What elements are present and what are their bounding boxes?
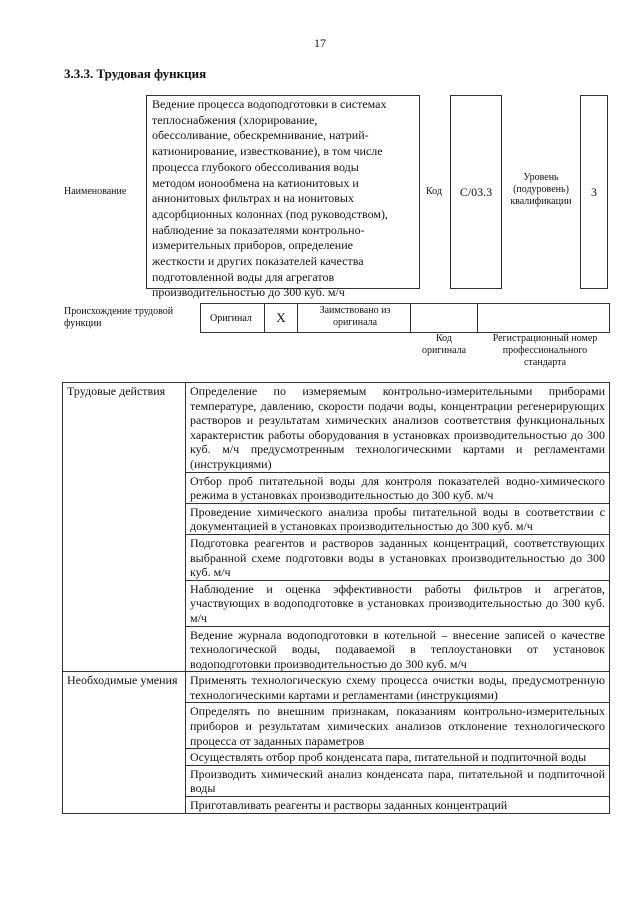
level-label-line: квалификации <box>510 196 572 207</box>
reg-caption <box>480 333 610 369</box>
function-name-box <box>146 95 420 300</box>
reg-caption-line: профессионального <box>502 345 588 356</box>
function-name-line: Ведение процесса водоподготовки в системах <box>152 97 387 111</box>
reg-caption-line: стандарта <box>523 357 567 368</box>
table-cell: Подготовка реагентов и растворов заданных концентраций, соответствующих выбранной схеме подготовки воды в установках производительностью до 300 куб. м/ч <box>186 534 610 580</box>
function-name-line: катионирование, известкование), в том числе <box>152 144 383 159</box>
borrowed-label-line: Заимствовано из <box>319 305 391 316</box>
function-name-line: наблюдение за показателями контрольно- <box>152 222 365 237</box>
group-header-actions: Трудовые действия <box>63 383 186 672</box>
group-header-skills: Необходимые умения <box>63 672 186 813</box>
table-row <box>63 383 610 473</box>
table-cell: Наблюдение и оценка эффективности работы фильтров и агрегатов, участвующих в водоподготовке в установках производительностью до 300 куб. м/ч <box>186 580 610 626</box>
function-name-line: измерительных приборов, определение <box>152 238 353 253</box>
reg-caption-line: Регистрационный номер <box>492 333 598 344</box>
code-caption-line: оригинала <box>421 345 467 356</box>
table-row <box>63 672 610 703</box>
table-cell: Отбор проб питательной воды для контроля показателей водно-химического режима в установках производительностью до 300 куб. м/ч <box>186 472 610 503</box>
function-name-line: методом ионообмена на катионитовых и <box>152 175 359 190</box>
page-number: 17 <box>314 36 326 50</box>
level-value: 3 <box>580 95 608 289</box>
table-cell: Определение по измеряемым контрольно-измерительными приборами температуре, давлению, скорости подачи воды, концентрации регенерирующих растворов и результатам химических анализов соответствия функциональных характеристик работы оборудования в установках производительностью до 300 куб. м/ч предусмотренным технологическими картами и регламентами (инструкциями) <box>186 383 610 473</box>
original-label: Оригинал <box>210 313 252 324</box>
table-cell: Проведение химического анализа пробы питательной воды в соответствии с документацией в установках производительностью до 300 куб. м/ч <box>186 503 610 534</box>
function-name-line: подготовленной воды для агрегатов <box>152 269 335 284</box>
code-label: Код <box>426 186 442 197</box>
code-caption-line: Код <box>436 333 452 344</box>
function-name-line: производительностью до 300 куб. м/ч <box>152 285 345 300</box>
function-name-line: жесткости и других показателей качества <box>152 254 364 269</box>
function-name-line: обессоливание, обескремнивание, натрий- <box>152 128 369 143</box>
code-value: C/03.3 <box>450 95 502 289</box>
function-name-line: анионитовых фильтрах и на ионитовых <box>152 191 354 206</box>
code-caption <box>410 333 478 357</box>
table-cell: Приготавливать реагенты и растворы заданных концентраций <box>186 797 610 814</box>
function-name-line: адсорбционных колоннах (под руководством), <box>152 206 388 221</box>
original-code-box <box>410 303 478 333</box>
original-mark: X <box>264 303 298 333</box>
activities-table <box>62 382 610 814</box>
table-cell: Осуществлять отбор проб конденсата пара, питательной и подпиточной воды <box>186 749 610 766</box>
origin-label-line: функции <box>64 318 102 329</box>
function-name-line: теплоснабжения (хлорирование, <box>152 112 318 127</box>
table-cell: Определять по внешним признакам, показаниям контрольно-измерительных приборов и результатам химических анализов отклонение технологического процесса от заданных параметров <box>186 703 610 749</box>
level-label <box>504 172 578 208</box>
origin-label-line: Происхождение трудовой <box>64 306 174 317</box>
table-cell: Производить химический анализ конденсата пара, питательной и подпиточной воды <box>186 765 610 796</box>
level-label-line: (подуровень) <box>513 184 569 195</box>
borrowed-label <box>300 305 410 329</box>
name-label: Наименование <box>64 186 127 197</box>
origin-label <box>64 306 173 330</box>
section-title: 3.3.3. Трудовая функция <box>64 66 207 81</box>
table-cell: Применять технологическую схему процесса очистки воды, предусмотренную технологическими картами и регламентами (инструкциями) <box>186 672 610 703</box>
function-name-line: процесса глубокого обессоливания воды <box>152 159 359 174</box>
table-cell: Ведение журнала водоподготовки в котельной – внесение записей о качестве технологической воды, подаваемой в теплоустановки от установок водоподготовки производительностью до 300 куб. м/ч <box>186 626 610 672</box>
level-label-line: Уровень <box>523 172 559 183</box>
borrowed-label-line: оригинала <box>332 317 378 328</box>
